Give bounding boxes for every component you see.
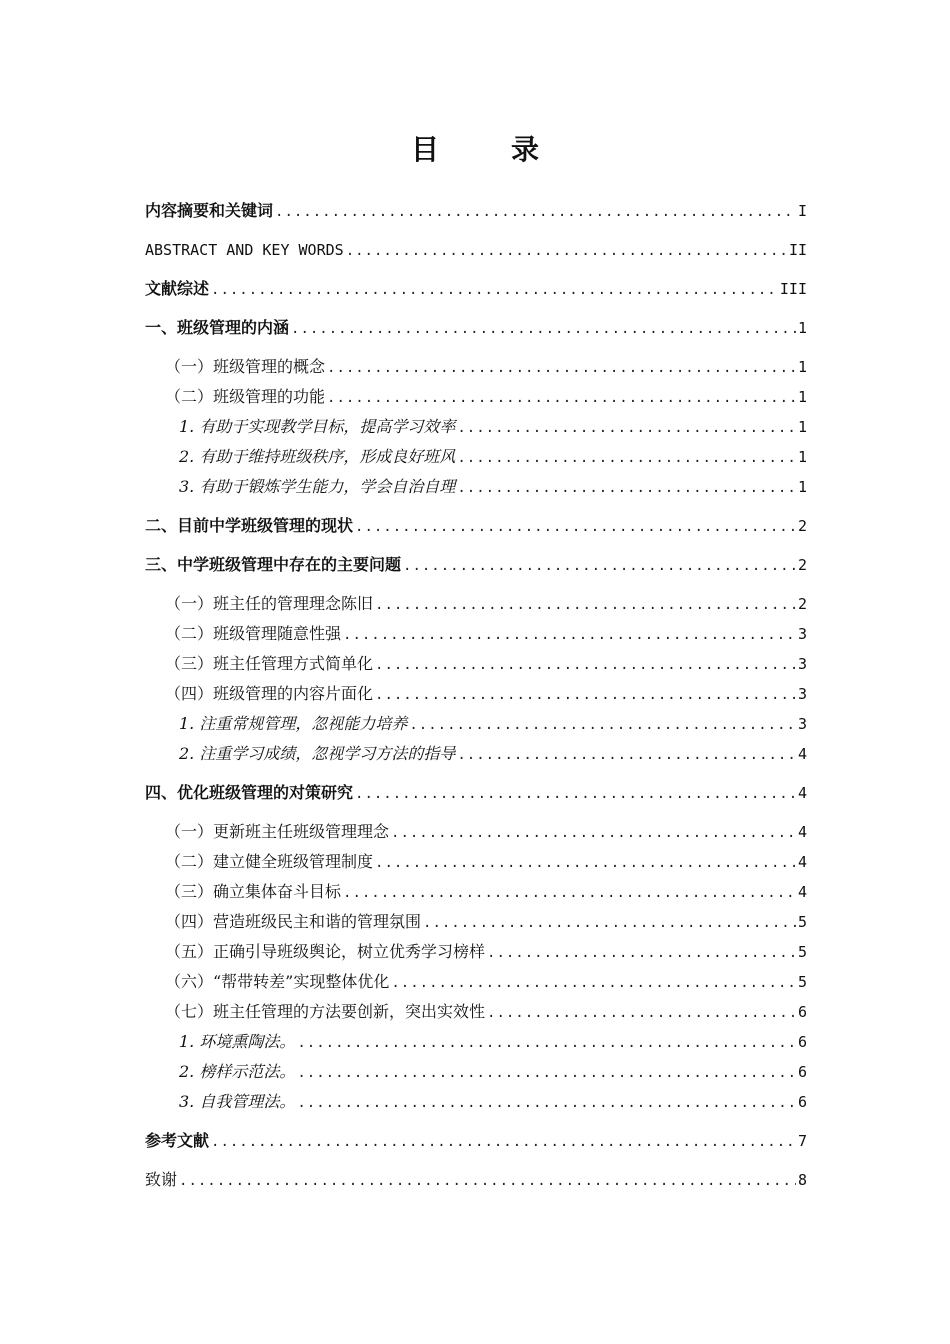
toc-page-number: 1 <box>797 319 807 337</box>
dot-leader <box>409 709 796 739</box>
toc-entry-label: 2. 有助于维持班级秩序，形成良好班风 <box>179 447 456 466</box>
dot-leader <box>327 382 796 412</box>
dot-leader <box>457 739 796 769</box>
toc-entry-label: （二）建立健全班级管理制度 <box>165 852 374 871</box>
toc-entry-label: 1. 注重常规管理，忽视能力培养 <box>179 714 408 733</box>
toc-entry-section-2[interactable] <box>145 511 807 541</box>
dot-leader <box>291 313 796 343</box>
toc-entry-4-3[interactable] <box>145 877 807 907</box>
toc-entry-label: 二、目前中学班级管理的现状 <box>145 516 354 535</box>
toc-entry-3-4-1[interactable] <box>145 709 807 739</box>
toc-entry-acknowledgements[interactable] <box>145 1165 807 1195</box>
toc-entry-label: 3. 有助于锻炼学生能力，学会自治自理 <box>179 477 456 496</box>
toc-entry-label: （四）班级管理的内容片面化 <box>165 684 374 703</box>
toc-entry-label: （三）确立集体奋斗目标 <box>165 882 342 901</box>
toc-entry-literature-review[interactable] <box>145 274 807 304</box>
dot-leader <box>423 907 796 937</box>
toc-entry-label: 致谢 <box>145 1170 178 1189</box>
toc-entry-label: 四、优化班级管理的对策研究 <box>145 783 354 802</box>
dot-leader <box>375 649 796 679</box>
toc-entry-label: （一）班主任的管理理念陈旧 <box>165 594 374 613</box>
toc-entry-label: 3. 自我管理法。 <box>179 1092 296 1111</box>
toc-page-number: 3 <box>797 715 807 733</box>
toc-page-number: 4 <box>797 745 807 763</box>
dot-leader <box>343 619 796 649</box>
toc-page-number: 6 <box>797 1003 807 1021</box>
toc-page-number: 4 <box>797 883 807 901</box>
dot-leader <box>355 511 796 541</box>
dot-leader <box>487 997 796 1027</box>
toc-entry-section-4[interactable] <box>145 778 807 808</box>
toc-entry-label: （四）营造班级民主和谐的管理氛围 <box>165 912 422 931</box>
toc-entry-abstract-cn[interactable] <box>145 196 807 226</box>
dot-leader <box>297 1087 796 1117</box>
toc-entry-1-1[interactable] <box>145 352 807 382</box>
toc-entry-3-1[interactable] <box>145 589 807 619</box>
toc-page-number: 1 <box>797 388 807 406</box>
toc-page-number: 1 <box>797 358 807 376</box>
toc-entry-section-1[interactable] <box>145 313 807 343</box>
toc-page-number: 5 <box>797 913 807 931</box>
toc-page-number: 6 <box>797 1063 807 1081</box>
toc-entry-1-2-1[interactable] <box>145 412 807 442</box>
dot-leader <box>179 1165 796 1195</box>
toc-page-number: 3 <box>797 655 807 673</box>
toc-entry-label: （一）班级管理的概念 <box>165 357 326 376</box>
dot-leader <box>343 877 796 907</box>
toc-entry-label: 1. 环境熏陶法。 <box>179 1032 296 1051</box>
toc-entry-label: 一、班级管理的内涵 <box>145 318 290 337</box>
toc-page-number: 1 <box>797 418 807 436</box>
toc-entry-label: （七）班主任管理的方法要创新，突出实效性 <box>165 1002 486 1021</box>
dot-leader <box>457 472 796 502</box>
toc-entry-4-1[interactable] <box>145 817 807 847</box>
toc-entry-4-7[interactable] <box>145 997 807 1027</box>
toc-entry-4-2[interactable] <box>145 847 807 877</box>
toc-entry-3-3[interactable] <box>145 649 807 679</box>
title-char-1: 目 <box>410 133 439 166</box>
toc-entry-label: 1. 有助于实现教学目标，提高学习效率 <box>179 417 456 436</box>
toc-entry-label: （二）班级管理随意性强 <box>165 624 342 643</box>
toc-entry-3-4[interactable] <box>145 679 807 709</box>
dot-leader <box>391 967 796 997</box>
toc-page-number: I <box>797 202 807 220</box>
toc-page-number: 8 <box>797 1171 807 1189</box>
toc-entry-4-7-1[interactable] <box>145 1027 807 1057</box>
toc-page-number: 1 <box>797 478 807 496</box>
toc-page-number: II <box>788 241 807 259</box>
toc-entry-4-7-3[interactable] <box>145 1087 807 1117</box>
dot-leader <box>211 274 778 304</box>
toc-entry-label: （一）更新班主任班级管理理念 <box>165 822 390 841</box>
toc-page-number: 2 <box>797 517 807 535</box>
toc-entry-label: （三）班主任管理方式简单化 <box>165 654 374 673</box>
toc-entry-label: （五）正确引导班级舆论，树立优秀学习榜样 <box>165 942 486 961</box>
dot-leader <box>375 679 796 709</box>
toc-entry-label: 三、中学班级管理中存在的主要问题 <box>145 555 402 574</box>
toc-entry-1-2-3[interactable] <box>145 472 807 502</box>
toc-entry-label: （二）班级管理的功能 <box>165 387 326 406</box>
toc-page-number: 6 <box>797 1093 807 1111</box>
dot-leader <box>327 352 796 382</box>
toc-page-number: III <box>779 280 807 298</box>
toc-page-number: 4 <box>797 853 807 871</box>
dot-leader <box>391 817 796 847</box>
toc-page-number: 4 <box>797 823 807 841</box>
toc-page-number: 1 <box>797 448 807 466</box>
toc-title <box>0 128 950 172</box>
toc-entry-label: 2. 注重学习成绩，忽视学习方法的指导 <box>179 744 456 763</box>
dot-leader <box>297 1057 796 1087</box>
toc-entry-label: 2. 榜样示范法。 <box>179 1062 296 1081</box>
toc-entry-label: 参考文献 <box>145 1131 210 1150</box>
toc-entry-4-6[interactable] <box>145 967 807 997</box>
dot-leader <box>457 442 796 472</box>
toc-page-number: 7 <box>797 1132 807 1150</box>
toc-entry-references[interactable] <box>145 1126 807 1156</box>
toc-entry-4-5[interactable] <box>145 937 807 967</box>
toc-entry-label: 内容摘要和关键词 <box>145 201 274 220</box>
toc-entry-section-3[interactable] <box>145 550 807 580</box>
dot-leader <box>297 1027 796 1057</box>
dot-leader <box>375 847 796 877</box>
dot-leader <box>346 235 787 265</box>
toc-entry-label: （六）“帮带转差”实现整体优化 <box>165 972 390 991</box>
title-char-2: 录 <box>511 133 540 166</box>
toc-page-number: 2 <box>797 595 807 613</box>
toc-page-number: 5 <box>797 973 807 991</box>
dot-leader <box>355 778 796 808</box>
toc-page-number: 5 <box>797 943 807 961</box>
toc-entry-label: ABSTRACT AND KEY WORDS <box>145 241 344 259</box>
toc-entry-abstract-en[interactable] <box>145 235 807 265</box>
toc-page-number: 2 <box>797 556 807 574</box>
toc-entry-4-7-2[interactable] <box>145 1057 807 1087</box>
dot-leader <box>275 196 796 226</box>
toc-entry-3-2[interactable] <box>145 619 807 649</box>
toc-page-number: 3 <box>797 625 807 643</box>
toc-entry-label: 文献综述 <box>145 279 210 298</box>
toc-page-number: 3 <box>797 685 807 703</box>
toc-page-number: 6 <box>797 1033 807 1051</box>
table-of-contents <box>145 196 807 1195</box>
dot-leader <box>211 1126 796 1156</box>
dot-leader <box>375 589 796 619</box>
dot-leader <box>487 937 796 967</box>
toc-entry-1-2[interactable] <box>145 382 807 412</box>
toc-entry-4-4[interactable] <box>145 907 807 937</box>
toc-entry-3-4-2[interactable] <box>145 739 807 769</box>
dot-leader <box>457 412 796 442</box>
toc-page-number: 4 <box>797 784 807 802</box>
dot-leader <box>403 550 796 580</box>
toc-entry-1-2-2[interactable] <box>145 442 807 472</box>
